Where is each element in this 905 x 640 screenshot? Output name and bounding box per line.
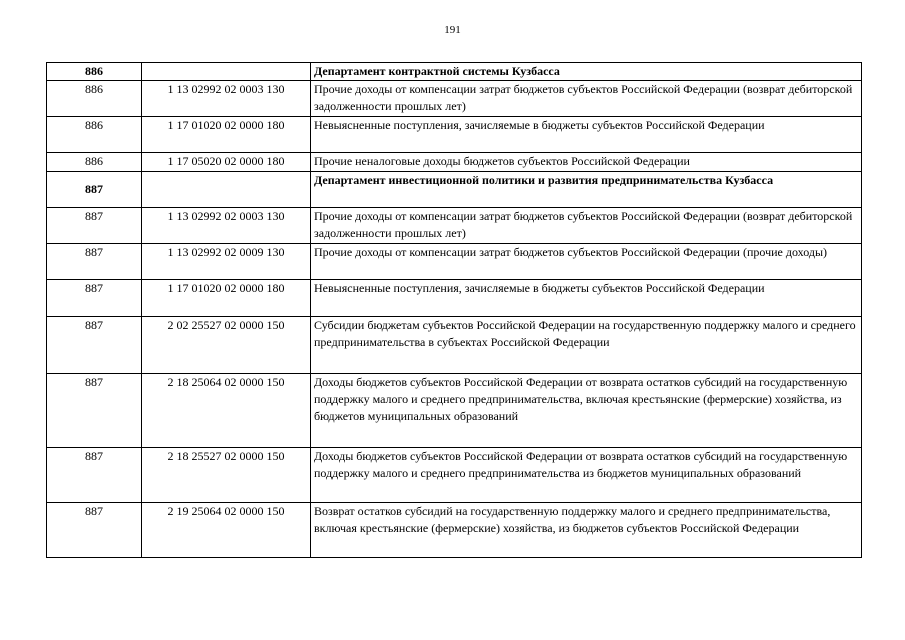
table-row-header-887 [47,172,862,208]
department-name-cell: Департамент контрактной системы Кузбасса [311,63,862,81]
admin-code-cell: 887 [47,208,142,244]
income-name-cell: Доходы бюджетов субъектов Российской Федерации от возврата остатков субсидий на государственную поддержку малого и среднего предпринимательства, включая крестьянские (фермерские) хозяйства, из бюджетов муниципальных образований [311,374,862,448]
page-number: 191 [444,24,461,36]
kbk-code-cell: 1 13 02992 02 0009 130 [142,244,311,280]
table-row [47,208,862,244]
kbk-code-cell: 2 18 25527 02 0000 150 [142,448,311,503]
table-row [47,81,862,117]
table-row [47,280,862,317]
income-name-cell: Субсидии бюджетам субъектов Российской Федерации на государственную поддержку малого и среднего предпринимательства в субъектах Российской Федерации [311,317,862,374]
table-row [47,503,862,558]
table-row [47,374,862,448]
admin-code-cell: 887 [47,448,142,503]
admin-code-cell: 887 [47,503,142,558]
kbk-code-cell [142,172,311,208]
revenue-classification-table [46,62,862,558]
kbk-code-cell [142,63,311,81]
kbk-code-cell: 1 13 02992 02 0003 130 [142,81,311,117]
kbk-code-cell: 1 17 01020 02 0000 180 [142,280,311,317]
admin-code-cell: 887 [47,280,142,317]
income-name-cell: Прочие доходы от компенсации затрат бюджетов субъектов Российской Федерации (прочие доходы) [311,244,862,280]
admin-code-cell: 887 [47,374,142,448]
table-row [47,448,862,503]
department-name-cell: Департамент инвестиционной политики и развития предпринимательства Кузбасса [311,172,862,208]
kbk-code-cell: 1 17 01020 02 0000 180 [142,117,311,153]
income-name-cell: Прочие доходы от компенсации затрат бюджетов субъектов Российской Федерации (возврат дебиторской задолженности прошлых лет) [311,81,862,117]
table-row [47,244,862,280]
income-name-cell: Невыясненные поступления, зачисляемые в бюджеты субъектов Российской Федерации [311,117,862,153]
income-name-cell: Невыясненные поступления, зачисляемые в бюджеты субъектов Российской Федерации [311,280,862,317]
income-name-cell: Прочие неналоговые доходы бюджетов субъектов Российской Федерации [311,153,862,172]
table-row [47,117,862,153]
kbk-code-cell: 1 13 02992 02 0003 130 [142,208,311,244]
kbk-code-cell: 2 02 25527 02 0000 150 [142,317,311,374]
admin-code-cell: 886 [47,81,142,117]
admin-code-cell: 887 [47,244,142,280]
income-name-cell: Прочие доходы от компенсации затрат бюджетов субъектов Российской Федерации (возврат дебиторской задолженности прошлых лет) [311,208,862,244]
table-row-header-886 [47,63,862,81]
income-name-cell: Доходы бюджетов субъектов Российской Федерации от возврата остатков субсидий на государственную поддержку малого и среднего предпринимательства из бюджетов муниципальных образований [311,448,862,503]
admin-code-cell: 886 [47,63,142,81]
income-name-cell: Возврат остатков субсидий на государственную поддержку малого и среднего предпринимательства, включая крестьянские (фермерские) хозяйства, из бюджетов субъектов Российской Федерации [311,503,862,558]
admin-code-cell: 887 [47,172,142,208]
table-body [47,63,862,558]
admin-code-cell: 886 [47,153,142,172]
admin-code-cell: 887 [47,317,142,374]
table-row [47,317,862,374]
kbk-code-cell: 2 19 25064 02 0000 150 [142,503,311,558]
table-row [47,153,862,172]
admin-code-cell: 886 [47,117,142,153]
kbk-code-cell: 1 17 05020 02 0000 180 [142,153,311,172]
kbk-code-cell: 2 18 25064 02 0000 150 [142,374,311,448]
